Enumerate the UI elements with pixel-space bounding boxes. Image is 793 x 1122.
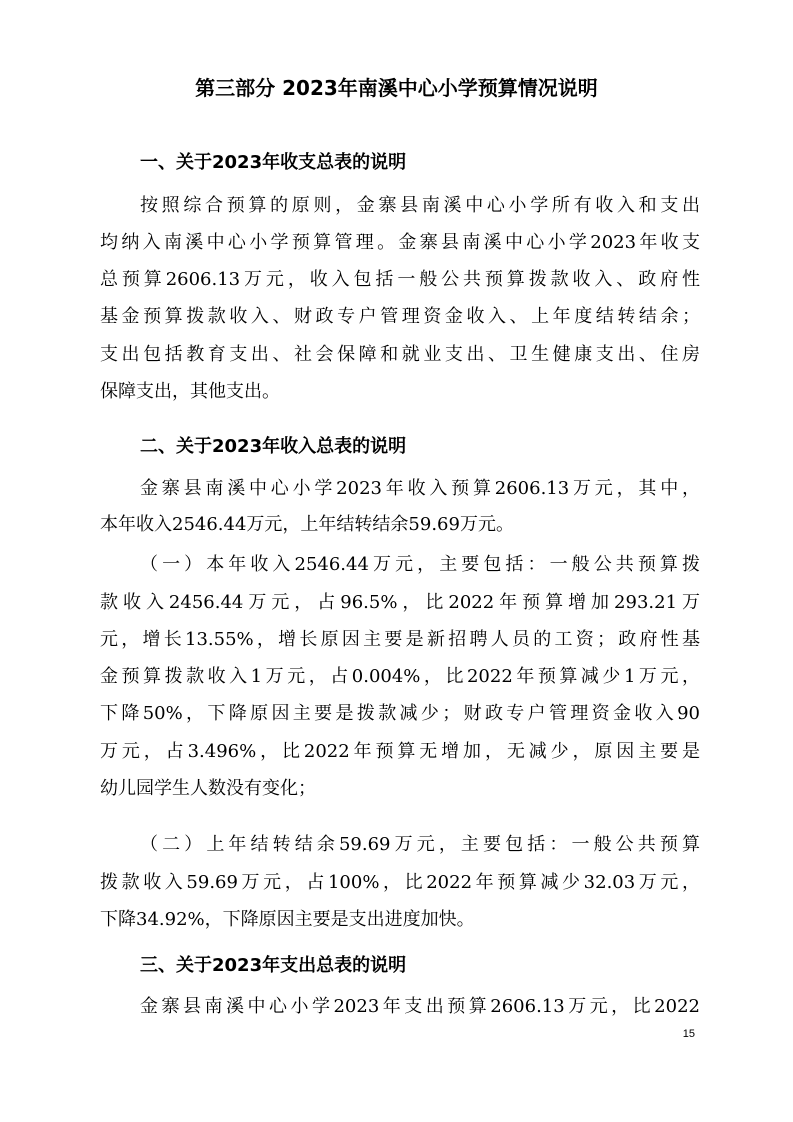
page-number: 15 [682,1028,695,1040]
paragraph-line: 均纳入南溪中心小学预算管理。金寨县南溪中心小学2023年收支 [100,232,700,253]
paragraph-line: 幼儿园学生人数没有变化； [100,778,316,799]
paragraph-line: 款收入2456.44万元，占96.5%，比2022年预算增加293.21万 [100,592,700,613]
paragraph-line: 金寨县南溪中心小学2023年收入预算2606.13万元，其中， [140,478,700,499]
section-heading-1: 一、关于2023年收支总表的说明 [140,152,407,173]
paragraph-line: 本年收入2546.44万元，上年结转结余59.69万元。 [100,514,514,535]
paragraph-line: 元，增长13.55%，增长原因主要是新招聘人员的工资；政府性基 [100,629,700,650]
paragraph-line: （二）上年结转结余59.69万元，主要包括：一般公共预算 [140,834,700,855]
paragraph-line: 金寨县南溪中心小学2023年支出预算2606.13万元，比2022 [140,996,700,1017]
paragraph-line: 保障支出，其他支出。 [100,381,280,402]
paragraph-line: 金预算拨款收入1万元，占0.004%，比2022年预算减少1万元， [100,666,700,687]
paragraph-line: 万元，占3.496%，比2022年预算无增加，无减少，原因主要是 [100,741,700,762]
paragraph-line: 总预算2606.13万元，收入包括一般公共预算拨款收入、政府性 [100,269,700,290]
section-heading-3: 三、关于2023年支出总表的说明 [140,955,407,976]
paragraph-line: 基金预算拨款收入、财政专户管理资金收入、上年度结转结余； [100,306,700,327]
paragraph-line: 按照综合预算的原则，金寨县南溪中心小学所有收入和支出 [140,195,700,216]
page-title: 第三部分 2023年南溪中心小学预算情况说明 [195,76,598,100]
paragraph-line: 下降34.92%，下降原因主要是支出进度加快。 [100,909,475,930]
section-heading-2: 二、关于2023年收入总表的说明 [140,436,407,457]
paragraph-line: （一）本年收入2546.44万元，主要包括：一般公共预算拨 [140,554,700,575]
paragraph-line: 拨款收入59.69万元，占100%，比2022年预算减少32.03万元， [100,872,700,893]
paragraph-line: 支出包括教育支出、社会保障和就业支出、卫生健康支出、住房 [100,344,700,365]
paragraph-line: 下降50%，下降原因主要是拨款减少；财政专户管理资金收入90 [100,703,700,724]
